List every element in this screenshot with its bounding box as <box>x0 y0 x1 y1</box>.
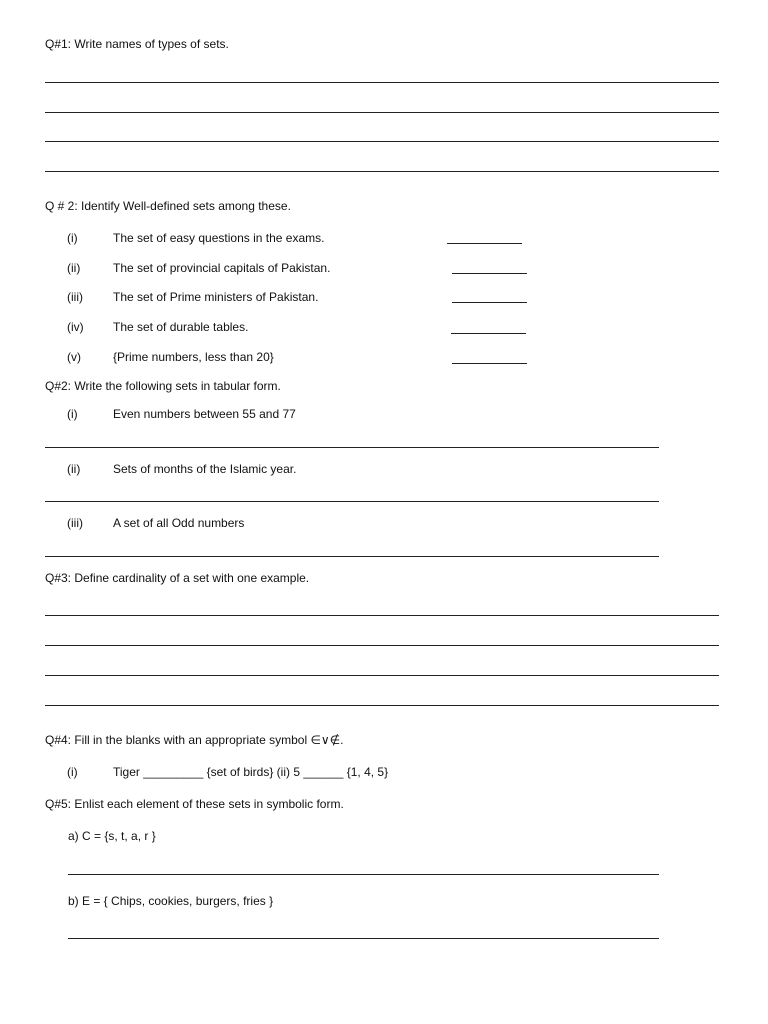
q2a-answer-blank <box>447 243 522 244</box>
q1-answer-line-3 <box>45 141 719 142</box>
q2b-answer-line <box>45 447 659 448</box>
q2b-item-number: (iii) <box>67 516 83 530</box>
q2a-item-text: The set of provincial capitals of Pakistan. <box>113 261 331 275</box>
q2a-item-number: (ii) <box>67 261 81 275</box>
q2b-item-text: Sets of months of the Islamic year. <box>113 462 297 476</box>
q1-heading: Q#1: Write names of types of sets. <box>45 37 229 51</box>
q2b-item-text: Even numbers between 55 and 77 <box>113 407 296 421</box>
q2a-item-number: (iii) <box>67 290 83 304</box>
q2a-item-text: The set of Prime ministers of Pakistan. <box>113 290 319 304</box>
q2b-item-number: (i) <box>67 407 78 421</box>
q2a-item-text: The set of easy questions in the exams. <box>113 231 325 245</box>
q3-answer-line-1 <box>45 615 719 616</box>
q2a-answer-blank <box>451 333 526 334</box>
q3-answer-line-3 <box>45 675 719 676</box>
q5-item-b: b) E = { Chips, cookies, burgers, fries } <box>68 894 274 908</box>
q4-heading: Q#4: Fill in the blanks with an appropriate symbol ∈∨∉. <box>45 733 344 747</box>
q3-answer-line-2 <box>45 645 719 646</box>
q2b-answer-line <box>45 501 659 502</box>
q1-answer-line-2 <box>45 112 719 113</box>
q5-answer-line <box>68 874 659 875</box>
q3-answer-line-4 <box>45 705 719 706</box>
q2a-answer-blank <box>452 302 527 303</box>
q2b-answer-line <box>45 556 659 557</box>
q5-answer-line <box>68 938 659 939</box>
q2a-item-text: {Prime numbers, less than 20} <box>113 350 274 364</box>
q2a-item-number: (i) <box>67 231 78 245</box>
q1-answer-line-1 <box>45 82 719 83</box>
q3-heading: Q#3: Define cardinality of a set with one example. <box>45 571 310 585</box>
q2a-item-number: (v) <box>67 350 81 364</box>
q2b-heading: Q#2: Write the following sets in tabular form. <box>45 379 281 393</box>
q2b-item-text: A set of all Odd numbers <box>113 516 245 530</box>
q4-item-number: (i) <box>67 765 78 779</box>
q5-item-a: a) C = {s, t, a, r } <box>68 829 156 843</box>
q1-answer-line-4 <box>45 171 719 172</box>
q4-item-text: Tiger _________ {set of birds} (ii) 5 ______ {1, 4, 5} <box>113 765 389 779</box>
q2b-item-number: (ii) <box>67 462 81 476</box>
q5-heading: Q#5: Enlist each element of these sets in symbolic form. <box>45 797 344 811</box>
q2a-item-number: (iv) <box>67 320 84 334</box>
q2a-answer-blank <box>452 273 527 274</box>
q2a-answer-blank <box>452 363 527 364</box>
q2a-item-text: The set of durable tables. <box>113 320 249 334</box>
q2a-heading: Q # 2: Identify Well-defined sets among these. <box>45 199 291 213</box>
